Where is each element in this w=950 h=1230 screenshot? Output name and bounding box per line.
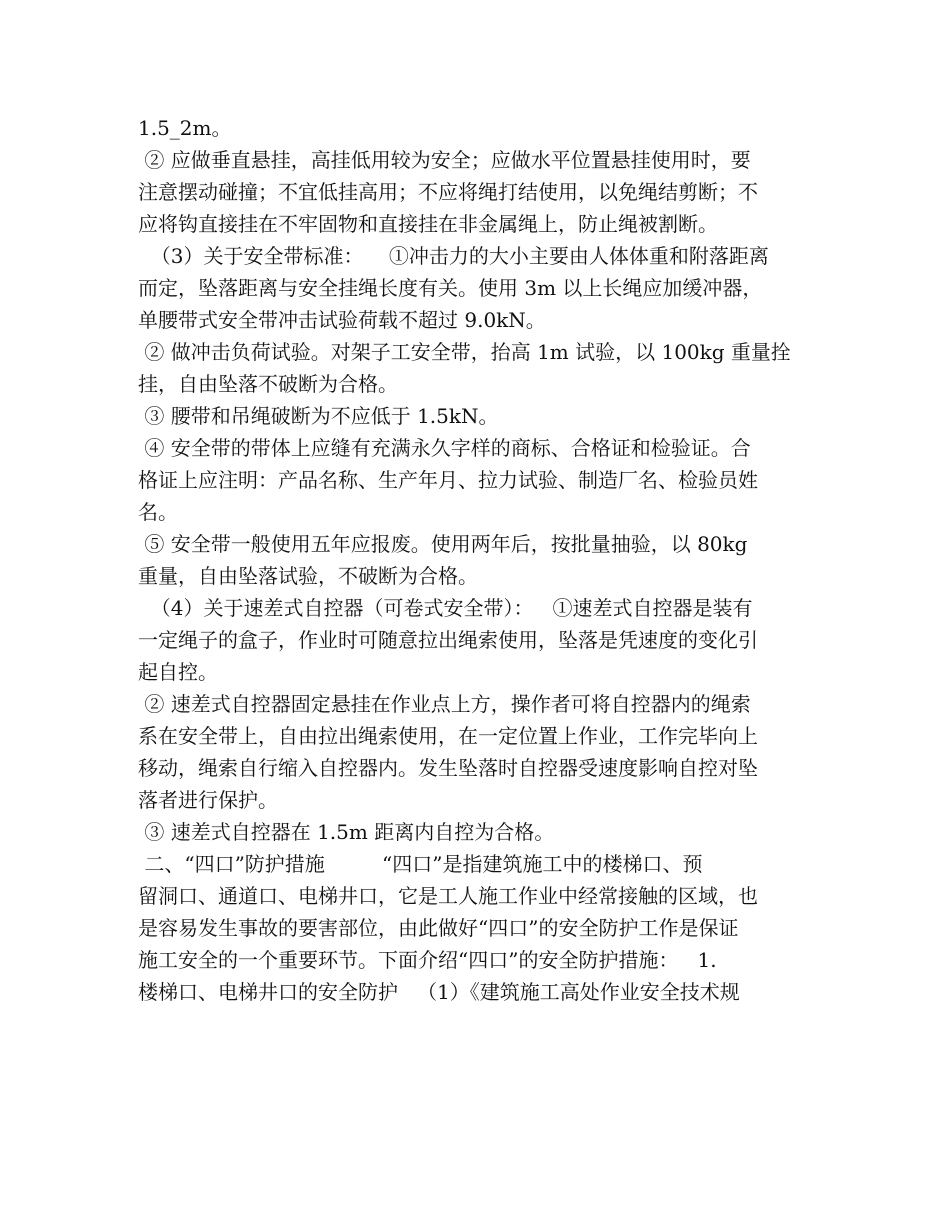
text-line: 移动，绳索自行缩入自控器内。发生坠落时自控器受速度影响自控对坠	[138, 756, 758, 780]
text-line: ⑤ 安全带一般使用五年应报废。使用两年后，按批量抽验，以 80kg	[138, 532, 748, 556]
text-line: 楼梯口、电梯井口的安全防护 （1）《建筑施工高处作业安全技术规	[138, 980, 740, 1004]
text-line: 系在安全带上，自由拉出绳索使用，在一定位置上作业，工作完毕向上	[138, 724, 758, 748]
text-line: ② 速差式自控器固定悬挂在作业点上方，操作者可将自控器内的绳索	[138, 692, 751, 716]
text-line: 格证上应注明：产品名称、生产年月、拉力试验、制造厂名、检验员姓	[138, 468, 758, 492]
text-line: 起自控。	[138, 660, 218, 684]
text-line: ② 应做垂直悬挂，高挂低用较为安全；应做水平位置悬挂使用时，要	[138, 148, 751, 172]
text-line: ③ 腰带和吊绳破断为不应低于 1.5kN。	[138, 404, 499, 428]
text-line: 应将钩直接挂在不牢固物和直接挂在非金属绳上，防止绳被割断。	[138, 212, 718, 236]
text-line: 施工安全的一个重要环节。下面介绍“四口”的安全防护措施： 1.	[138, 948, 717, 972]
text-line: （3）关于安全带标准： ①冲击力的大小主要由人体体重和附落距离	[138, 244, 769, 268]
text-line: 一定绳子的盒子，作业时可随意拉出绳索使用，坠落是凭速度的变化引	[138, 628, 758, 652]
text-line: 名。	[138, 500, 178, 524]
text-line: 二、“四口”防护措施 “四口”是指建筑施工中的楼梯口、预	[138, 852, 703, 876]
text-line: ③ 速差式自控器在 1.5m 距离内自控为合格。	[138, 820, 555, 844]
text-line: 是容易发生事故的要害部位，由此做好“四口”的安全防护工作是保证	[138, 916, 739, 940]
text-line: 1.5_2m。	[138, 116, 232, 140]
text-line: ② 做冲击负荷试验。对架子工安全带，抬高 1m 试验，以 100kg 重量拴	[138, 340, 791, 364]
text-line: （4）关于速差式自控器（可卷式安全带）： ①速差式自控器是装有	[138, 596, 753, 620]
text-line: 单腰带式安全带冲击试验荷载不超过 9.0kN。	[138, 308, 546, 332]
text-line: 而定，坠落距离与安全挂绳长度有关。使用 3m 以上长绳应加缓冲器，	[138, 276, 763, 300]
text-line: ④ 安全带的带体上应缝有充满永久字样的商标、合格证和检验证。合	[138, 436, 751, 460]
body-text	[138, 112, 818, 1008]
text-line: 留洞口、通道口、电梯井口，它是工人施工作业中经常接触的区域，也	[138, 884, 758, 908]
text-line: 挂，自由坠落不破断为合格。	[138, 372, 398, 396]
text-line: 重量，自由坠落试验，不破断为合格。	[138, 564, 478, 588]
text-line: 落者进行保护。	[138, 788, 278, 812]
text-line: 注意摆动碰撞；不宜低挂高用；不应将绳打结使用，以免绳结剪断；不	[138, 180, 758, 204]
